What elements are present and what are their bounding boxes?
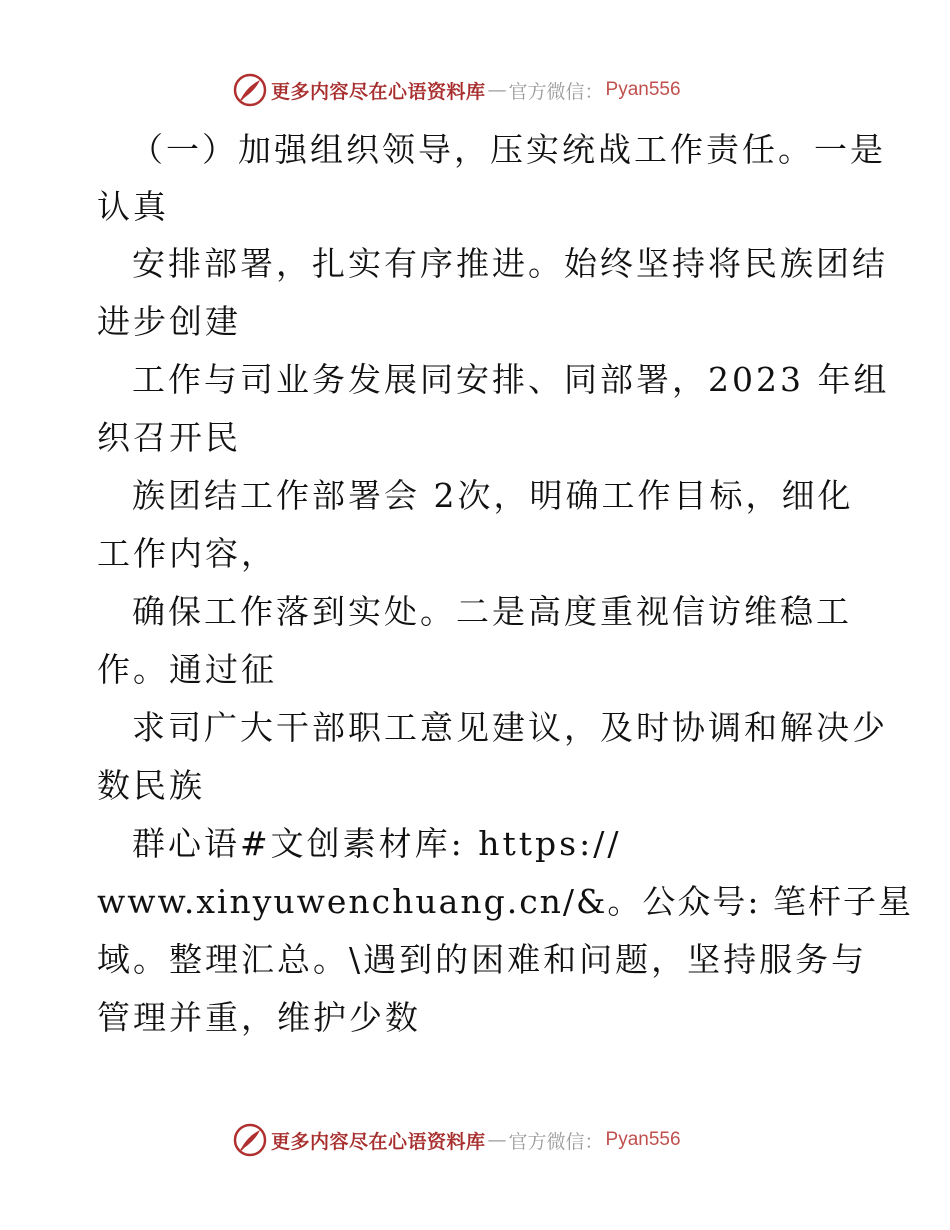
- text-line: 确保工作落到实处。二是高度重视信访维稳工: [132, 592, 852, 631]
- text-line: 工作与司业务发展同安排、同部署，2023 年组: [132, 360, 890, 399]
- text-line: 安排部署，扎实有序推进。始终坚持将民族团结: [132, 244, 888, 283]
- banner-dash: —: [487, 1129, 507, 1151]
- banner-wechat-label: 官方微信：: [508, 1130, 604, 1153]
- banner-dash: —: [487, 79, 507, 101]
- footer-watermark-banner: [0, 1120, 950, 1160]
- banner-content: [233, 72, 681, 108]
- text-line: 族团结工作部署会 2次，明确工作目标，细化: [132, 476, 854, 515]
- text-line: 作。通过征: [97, 650, 277, 689]
- text-line: 群心语#文创素材库: https://: [132, 824, 622, 863]
- text-line: （一）加强组织领导，压实统战工作责任。一是: [130, 130, 886, 169]
- text-line: 域。整理汇总。\遇到的困难和问题，坚持服务与: [97, 940, 868, 979]
- text-line: 织召开民: [97, 418, 241, 457]
- banner-content: [233, 1122, 681, 1158]
- banner-main-text: 更多内容尽在心语资料库: [271, 1130, 486, 1153]
- banner-main-text: 更多内容尽在心语资料库: [271, 80, 486, 103]
- banner-wechat-id: Pyan556: [605, 79, 681, 100]
- banner-wechat-id: Pyan556: [605, 1129, 681, 1150]
- quill-logo-icon: [233, 73, 267, 107]
- header-watermark-banner: [0, 70, 950, 110]
- text-line: www.xinyuwenchuang.cn/&。公众号: 笔杆子星: [97, 882, 914, 921]
- banner-wechat-label: 官方微信：: [508, 80, 604, 103]
- quill-logo-icon: [233, 1123, 267, 1157]
- text-line: 管理并重，维护少数: [97, 998, 421, 1037]
- text-line: 工作内容，: [97, 534, 277, 573]
- text-line: 进步创建: [97, 302, 241, 341]
- text-line: 认真: [97, 187, 169, 226]
- text-line: 求司广大干部职工意见建议，及时协调和解决少: [132, 708, 888, 747]
- text-line: 数民族: [97, 766, 205, 805]
